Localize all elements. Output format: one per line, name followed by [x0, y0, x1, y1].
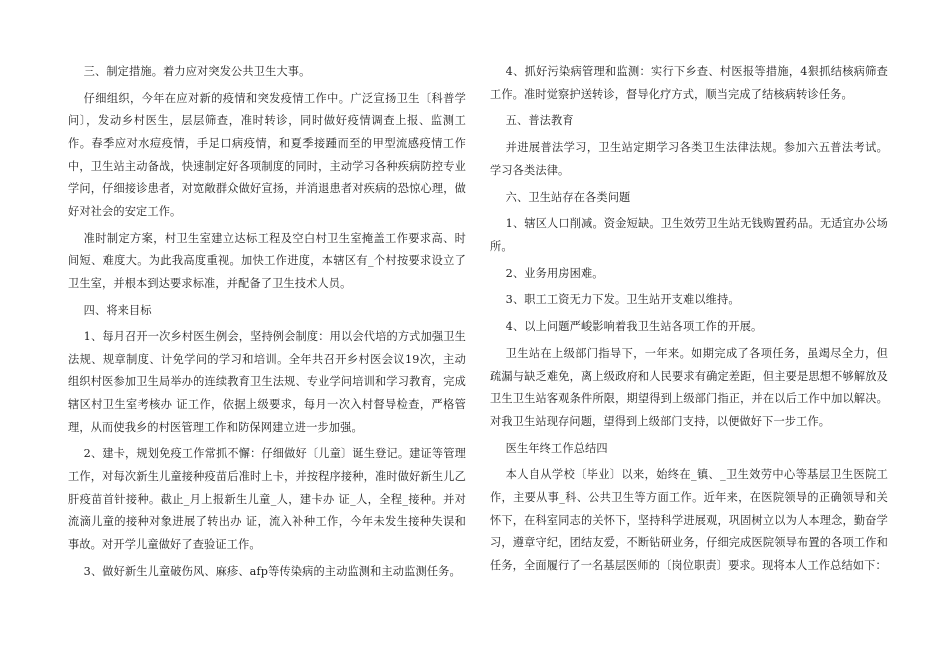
- paragraph: 准时制定方案，村卫生室建立达标工程及空白村卫生室掩盖工作要求高、时间短、难度大。为此我高度重视。加快工作进度，本辖区有_个村按要求设立了卫生室，并根本到达要求标准，并配备了卫生技术人员。: [68, 231, 466, 290]
- paragraph: 卫生站在上级部门指导下，一年来。如期完成了各项任务，虽竭尽全力，但疏漏与缺乏难免，离上级政府和人民要求有确定差距，但主要是思想不够解放及卫生卫生站客观条件所限，期望得到上级部门指正，并在以后工作中加以解决。对我卫生站现存问题，望得到上级部门支持，以便做好下一步工作。: [490, 347, 888, 428]
- paragraph: 3、做好新生儿童破伤风、麻疹、afp等传染病的主动监测和主动监测任务。: [83, 564, 461, 578]
- paragraph: 4、以上问题严峻影响着我卫生站各项工作的开展。: [505, 320, 763, 334]
- section-heading-measures: 三、制定措施。着力应对突发公共卫生大事。: [83, 65, 311, 78]
- paragraph: 2、建卡，规划免疫工作常抓不懈：仔细做好〔儿童〕诞生登记。建证等管理工作，对每次新生儿童接种疫苗后准时上卡，并按程序接种，准时做好新生儿乙肝疫苗首针接种。截止_月上报新生儿童_人，建卡办 证_人，全程_接种。并对流滴儿童的接种对象进展了转出办 证，流入补种工作，今年未发生接种失误和事故。对开学儿童做好了查验证工作。: [68, 447, 466, 551]
- paragraph: 本人自从学校〔毕业〕以来，始终在_镇、_卫生效劳中心等基层卫生医院工作，主要从事_科、公共卫生等方面工作。近年来，在医院领导的正确领导和关怀下，在科室同志的关怀下，坚持科学进展观，巩固树立以为人本理念，勤奋学习，遵章守纪，团结友爱，不断钻研业务，仔细完成医院领导布置的各项工作和任务，全面履行了一名基层医师的〔岗位职责〕要求。现将本人工作总结如下：: [490, 468, 888, 572]
- paragraph: 2、业务用房困难。: [505, 266, 604, 280]
- section-heading-problems: 六、卫生站存在各类问题: [505, 190, 631, 204]
- left-column: [68, 61, 466, 587]
- paragraph: 4、抓好污染病管理和监测：实行下乡查、村医报等措施，4狠抓结核病筛查工作。准时觉察护送转诊，督导化疗方式，顺当完成了结核病转诊任务。: [490, 65, 888, 101]
- paragraph: 3、职工工资无力下发。卫生站开支难以维持。: [505, 293, 740, 307]
- paragraph: 并进展普法学习，卫生站定期学习各类卫生法律法规。参加六五普法考试。学习各类法律。: [490, 141, 888, 177]
- section-heading-future-goals: 四、将来目标: [83, 303, 152, 317]
- section-heading-summary-four: 医生年终工作总结四: [505, 441, 608, 455]
- paragraph: 仔细组织，今年在应对新的疫情和突发疫情工作中。广泛宣扬卫生〔科普学问〕，发动乡村医生，层层筛查，准时转诊，同时做好疫情调查上报、监测工作。春季应对水痘疫情，手足口病疫情，和夏季接踵而至的甲型流感疫情工作中，卫生站主动备战，快速制定好各项制度的同时，主动学习各种疾病防控专业学问，仔细接诊患者，对宽敞群众做好宣扬，并消退患者对疾病的恐惊心理，做好对社会的安定工作。: [68, 91, 466, 218]
- paragraph: 1、每月召开一次乡村医生例会，坚持例会制度：用以会代培的方式加强卫生法规、规章制度、计免学问的学习和培训。全年共召开乡村医会议19次，主动组织村医参加卫生局举办的连续教育卫生法规、专业学问培训和学习教育，完成辖区村卫生室考核办 证工作，依据上级要求，每月一次入村督导检查，严格管理，从而使我乡的村医管理工作和防保网建立进一步加强。: [68, 330, 466, 434]
- paragraph: 1、辖区人口削减。资金短缺。卫生效劳卫生站无钱购置药品。无适宜办公场所。: [490, 217, 888, 253]
- section-heading-law-education: 五、普法教育: [505, 114, 574, 128]
- right-column: [490, 61, 888, 582]
